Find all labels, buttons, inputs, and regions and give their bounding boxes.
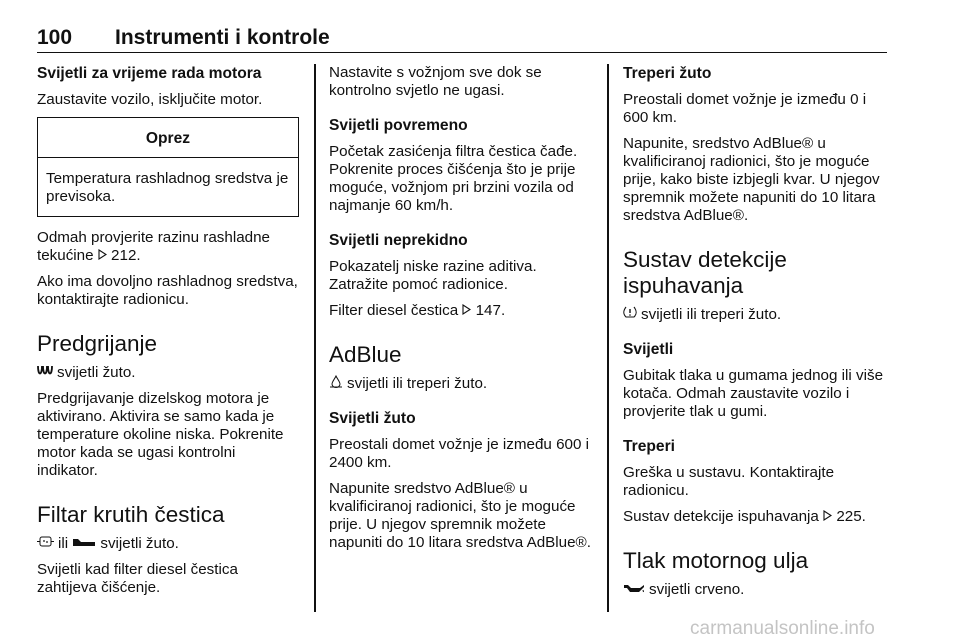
page-ref-link[interactable]: 212. [111,247,141,264]
heading-yellow: Svijetli žuto [329,410,416,427]
warning-title: Oprez [38,118,298,158]
heading-flash-yellow: Treperi žuto [623,65,712,82]
paragraph-range: Preostali domet vožnje je između 600 i 2400 km. [329,436,590,471]
paragraph-refill: Napunite sredstvo AdBlue® u kvalificiranoj radionici, što je moguće prije. U njegov spremnik možete napuniti do 10 litara sredstva AdBlue®. [329,480,591,551]
triangle-right-icon [823,508,836,525]
paragraph-preheat-desc: Predgrijavanje dizelskog motora je aktivirano. Aktivira se samo kada je temperature okoline niska. Pokrenite motor kada se ugasi kontrolni indikator. [37,390,284,479]
paragraph-adblue-lights: svijetli ili treperi žuto. [329,374,595,393]
page-ref-link[interactable]: 147. [475,302,506,319]
paragraph-filter-desc: Svijetli kad filter diesel čestica zahtijeva čišćenje. [37,561,238,596]
column-right [623,64,891,607]
paragraph-filter-ref: Filter diesel čestica 147. [329,302,506,319]
diesel-filter-icon [72,534,96,552]
paragraph-tyre-lights: svijetli ili treperi žuto. [623,305,891,324]
paragraph-system-ref: Sustav detekcije ispuhavanja 225. [623,508,866,525]
paragraph-pressure-loss: Gubitak tlaka u gumama jednog ili više kotača. Odmah zaustavite vozilo i provjerite tlak u gumi. [623,367,884,420]
paragraph-filter-lights: ili svijetli žuto. [37,534,299,553]
paragraph-additive: Pokazatelj niske razine aditiva. Zatražite pomoć radionice. [329,258,537,293]
preheat-coil-icon [37,363,53,381]
heading-oil: Tlak motornog ulja [623,548,809,573]
particle-filter-icon [37,534,54,552]
warning-body: Temperatura rashladnog sredstva je previsoka. [46,170,289,205]
column-divider [314,64,316,612]
heading-running: Svijetli za vrijeme rada motora [37,65,262,82]
paragraph-fault: Greška u sustavu. Kontaktirajte radionicu. [623,464,835,499]
heading-adblue: AdBlue [329,342,402,367]
heading-lights: Svijetli [623,341,674,358]
triangle-right-icon [98,247,111,264]
heading-predgrijanje: Predgrijanje [37,331,158,356]
page-ref-link[interactable]: 225. [836,508,866,525]
column-left [37,64,299,605]
heading-continuous: Svijetli neprekidno [329,232,468,249]
heading-filter: Filtar krutih čestica [37,502,225,527]
page-header [37,22,887,53]
paragraph-refill: Napunite, sredstvo AdBlue® u kvalificiranoj radionici, što je moguće prije, kako biste izbjegli kvar. U njegov spremnik možete napuniti do 10 litara sredstva AdBlue®. [623,135,880,224]
paragraph-occasional: Početak zasićenja filtra čestica čađe. Pokrenite proces čišćenja što je prije moguće, vožnjom pri brzini vozila od najmanje 60 km/h. [329,143,578,214]
warning-box [37,117,299,217]
tyre-pressure-icon [623,305,637,323]
heading-deflation: Sustav detekcije ispuhavanja [623,247,787,298]
paragraph-enough-coolant: Ako ima dovoljno rashladnog sredstva, kontaktirajte radionicu. [37,273,298,308]
paragraph-range: Preostali domet vožnje je između 0 i 600 km. [623,91,867,126]
column-divider [607,64,609,612]
paragraph-continue: Nastavite s vožnjom sve dok se kontrolno svjetlo ne ugasi. [329,64,542,99]
heading-flashes: Treperi [623,438,676,455]
page-number: 100 [37,26,73,49]
page-title: Instrumenti i kontrole [115,26,330,49]
paragraph-oil-lights: svijetli crveno. [623,580,891,599]
column-middle [329,64,595,560]
adblue-icon [329,374,343,392]
paragraph-stop: Zaustavite vozilo, isključite motor. [37,91,263,108]
oil-can-icon [623,580,645,598]
paragraph-preheat-lights: svijetli žuto. [37,363,299,382]
watermark: carmanualsonline.info [690,618,875,639]
triangle-right-icon [462,302,475,319]
heading-occasional: Svijetli povremeno [329,117,468,134]
paragraph-check-level: Odmah provjerite razinu rashladne tekućine 212. [37,229,270,264]
